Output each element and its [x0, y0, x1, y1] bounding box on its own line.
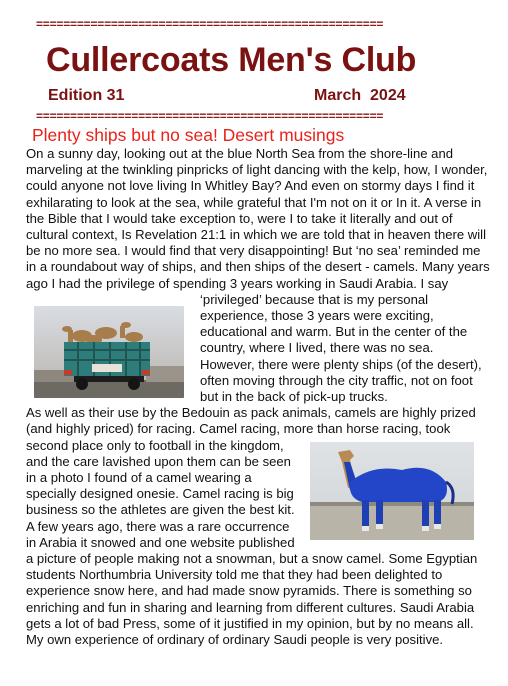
masthead-rule-bottom: ===================================================: [36, 112, 384, 121]
camel-onesie-photo: [310, 442, 474, 540]
article-paragraph-1: [26, 146, 490, 405]
article-paragraph-2: [26, 405, 490, 648]
newsletter-title: Cullercoats Men's Club: [46, 41, 417, 79]
camels-truck-photo: [34, 306, 184, 398]
article-body: [26, 146, 490, 648]
article-paragraph-2-text: As well as their use by the Bedouin as pack animals, camels are highly prized (and highly priced) for racing. Camel racing, more than horse racing, took second place only to football in the kingdom, and the care lavished upon them can be seen in a photo I found of a camel wearing a specially designed onesie. Camel racing is big business so the athletes are given the best kit. A few years ago, there was a rare occurrence in Arabia it snowed and one website published a picture of people making not a snowman, but a snow camel. Some Egyptian students Northumbria University told me that they had been delighted to experience snow here, and had made snow pyramids. There is something so enriching and fun in sharing and learning from different cultures. Saudi Arabia gets a lot of bad Press, some of it justified in my opinion, but by no means all. My own experience of ordinary of ordinary Saudi people is very positive.: [26, 405, 478, 648]
article-paragraph-1-text: On a sunny day, looking out at the blue North Sea from the shore-line and marveling at the twinkling pinpricks of light dancing with the kelp, how, I wonder, could anyone not love living In Whitley Bay? And even on stormy days I find it exhilarating to look at the sea, while grateful that I'm not on it or In it. A verse in the Bible that I would take exception to, were I to take it literally and out of cultural context, Is Revelation 21:1 in which we are told that in heaven there will be no more sea. I would find that very disappointing! But ‘no sea’ reminded me in a roundabout way of ships, and then ships of the desert - camels. Many years ago I had the privilege of spending 3 years working in Saudi Arabia. I say ‘privileged’ because that is my personal experience, those 3 years were exciting, educational and warm. But in the center of the country, where I lived, there was no sea. However, there were plenty ships (of the desert), often moving through the city traffic, not on foot but in the back of pick-up trucks.: [26, 146, 490, 405]
masthead-rule-top: ===================================================: [36, 20, 384, 29]
issue-date: March 2024: [314, 87, 406, 104]
camel-onesie-illustration: [310, 442, 474, 540]
article-headline: Plenty ships but no sea! Desert musings: [32, 125, 345, 145]
edition-number: Edition 31: [48, 87, 125, 104]
camels-truck-illustration: [34, 306, 184, 398]
